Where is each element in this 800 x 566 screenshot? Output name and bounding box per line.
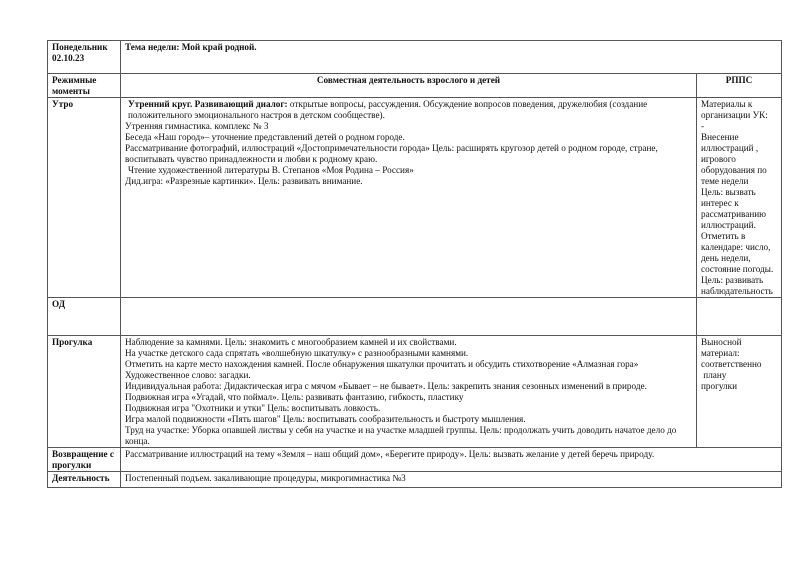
walk-label: Прогулка [48,336,121,448]
morning-rpps [697,98,782,298]
morning-circle-text: открытые вопросы, рассуждения. Обсуждение вопросов поведения, дружелюбия (создание положительного эмоционального настроя в детском сообществе). [128,99,648,120]
daily-plan-table [47,40,782,488]
walk-line: Подвижная игра "Охотники и утки" Цель: воспитывать ловкость. [125,403,381,413]
od-content [121,298,697,336]
row-activity [48,472,782,488]
walk-line: Индивидуальная работа: Дидактическая игра с мячом «Бывает – не бывает». Цель: закрепить знания сезонных изменений в природе. [125,381,647,391]
walk-line: Подвижная игра «Угадай, что поймал». Цель: развивать фантазию, гибкость, пластику [125,392,464,402]
column-header-row [48,74,782,98]
rpps-line: - [701,121,705,131]
header-row [48,41,782,74]
day-cell [48,41,121,74]
rpps-line: плану [701,370,727,380]
morning-circle [125,99,692,121]
morning-label: Утро [48,98,121,298]
row-od [48,298,782,336]
col-header-joint: Совместная деятельность взрослого и детей [121,74,697,98]
day-label: Понедельник [52,42,108,52]
return-label: Возвращение с прогулки [48,448,121,472]
walk-line: Художественное слово: загадки. [125,370,251,380]
od-rpps [697,298,782,336]
morning-line: Рассматривание фотографий, иллюстраций «Достопримечательности города» Цель: расширять кругозор детей о родном городе, стране, воспитывать чувство принадлежности и любви к родному краю. [125,143,658,164]
activity-content: Постепенный подъем. закаливающие процедуры, микрогимнастика №3 [121,472,782,488]
col-header-regime: Режимные моменты [48,74,121,98]
rpps-line: Внесение иллюстраций , игрового оборудования по теме недели [701,132,767,186]
morning-circle-title: Утренний круг. Развивающий диалог: [128,99,288,109]
col-header-rpps: РППС [697,74,782,98]
rpps-line: прогулки [701,381,738,391]
morning-content [121,98,697,298]
morning-line: Утренняя гимнастика. комплекс № 3 [125,121,269,131]
week-theme: Тема недели: Мой край родной. [121,41,782,74]
walk-line: Отметить на карте место нахождения камней. После обнаружения шкатулки прочитать и обсудить стихотворение «Алмазная гора» [125,359,639,369]
rpps-line: Цель: вызвать интерес к рассматриванию иллюстраций. [701,187,767,230]
rpps-line: Цель: развивать наблюдательность [701,275,773,296]
date-label: 02.10.23 [52,53,85,63]
walk-rpps [697,336,782,448]
od-label: ОД [48,298,121,336]
rpps-line: Материалы к организации УК: [701,99,768,120]
morning-line: Дид.игра: «Разрезные картинки». Цель: развивать внимание. [125,176,363,186]
rpps-line: Выносной материал: соответственно [701,337,762,369]
row-walk [48,336,782,448]
return-content: Рассматривание иллюстраций на тему «Земля – наш общий дом», «Берегите природу». Цель: вызвать желание у детей беречь природу. [121,448,782,472]
row-return [48,448,782,472]
activity-label: Деятельность [48,472,121,488]
row-morning [48,98,782,298]
walk-line: Игра малой подвижности «Пять шагов" Цель: воспитывать сообразительность и быстроту мышления. [125,414,526,424]
walk-line: На участке детского сада спрятать «волшебную шкатулку» с разнообразными камнями. [125,348,469,358]
rpps-line: Отметить в календаре: число, день недели, состояние погоды. [701,231,774,274]
morning-line: Чтение художественной литературы В. Степанов «Моя Родина – Россия» [128,165,414,175]
morning-line: Беседа «Наш город»– уточнение представлений детей о родном городе. [125,132,405,142]
walk-content [121,336,697,448]
walk-line: Наблюдение за камнями. Цель: знакомить с многообразием камней и их свойствами. [125,337,457,347]
walk-line: Труд на участке: Уборка опавшей листвы у себя на участке и на участке младшей группы. Цель: продолжать учить доводить начатое дело до конца. [125,425,677,446]
